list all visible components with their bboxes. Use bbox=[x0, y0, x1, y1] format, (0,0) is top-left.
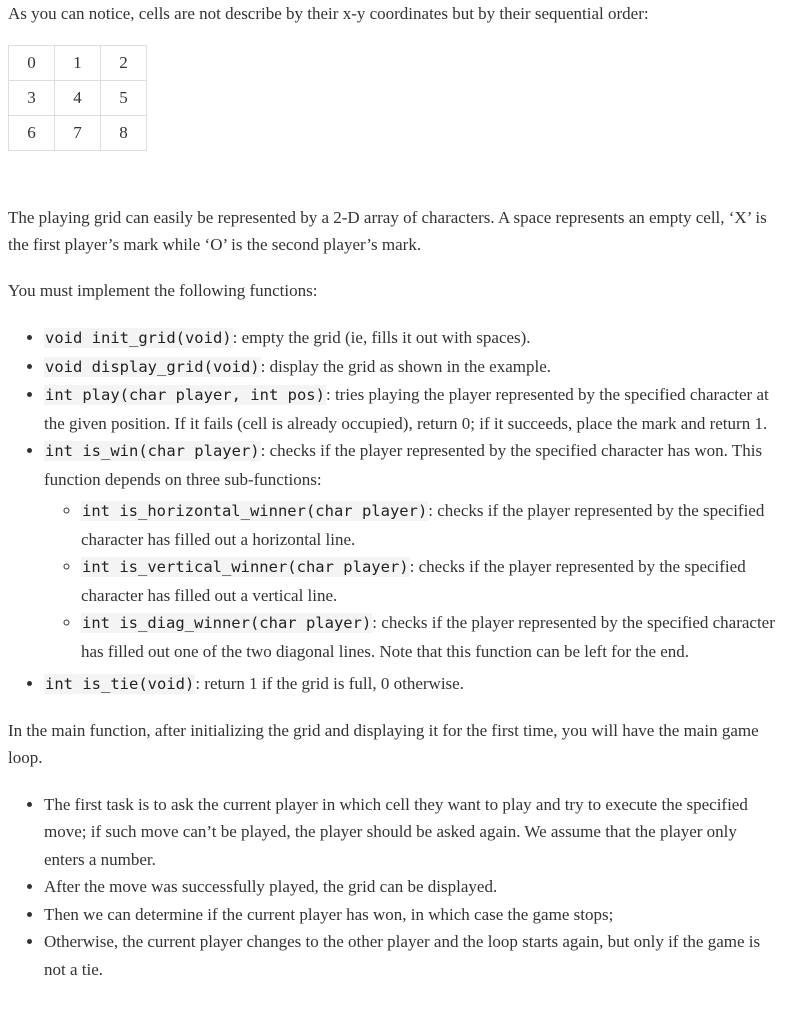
functions-list bbox=[8, 324, 775, 699]
grid-cell: 0 bbox=[9, 45, 55, 80]
function-signature: int play(char player, int pos) bbox=[45, 386, 325, 404]
list-item bbox=[44, 353, 775, 382]
list-item bbox=[81, 553, 775, 609]
grid-cell: 5 bbox=[101, 80, 147, 115]
intro-paragraph: As you can notice, cells are not describe by their x-y coordinates but by their sequential order: bbox=[8, 4, 649, 23]
main-loop-paragraph: In the main function, after initializing the grid and displaying it for the first time, you will have the main game loop. bbox=[8, 720, 759, 767]
grid-cell: 1 bbox=[55, 45, 101, 80]
list-item bbox=[44, 381, 775, 437]
function-description: : tries playing the player represented by the specified character at the given position. If it fails (cell is already occupied), return 0; if it succeeds, place the mark and return 1. bbox=[44, 385, 769, 433]
function-description: : checks if the player represented by the specified character has filled out a vertical line. bbox=[81, 557, 746, 605]
function-description: : return 1 if the grid is full, 0 otherwise. bbox=[195, 674, 464, 693]
function-signature: int is_horizontal_winner(char player) bbox=[82, 502, 428, 520]
functions-intro-paragraph: You must implement the following functions: bbox=[8, 280, 318, 300]
function-description: : display the grid as shown in the example. bbox=[260, 356, 552, 376]
game-loop-steps-list bbox=[8, 791, 775, 984]
function-description: : checks if the player represented by the specified character has filled out a horizontal line. bbox=[81, 501, 765, 549]
cell-order-grid bbox=[8, 45, 147, 151]
grid-cell: 7 bbox=[55, 115, 101, 150]
list-item: • After the move was successfully played, the grid can be displayed. bbox=[44, 873, 775, 901]
function-signature: int is_win(char player) bbox=[45, 442, 260, 460]
subfunctions-list bbox=[44, 497, 775, 665]
function-signature: void display_grid(void) bbox=[45, 357, 260, 376]
list-item bbox=[44, 670, 775, 699]
grid-row bbox=[9, 115, 147, 150]
grid-cell: 2 bbox=[101, 45, 147, 80]
function-signature: int is_diag_winner(char player) bbox=[82, 614, 372, 632]
list-item: • The first task is to ask the current player in which cell they want to play and try to execute the specified move; if such move can’t be played, the player should be asked again. We assume that the player only enters a number. bbox=[44, 791, 775, 874]
function-description: : checks if the player represented by the specified character has filled out one of the two diagonal lines. Note that this function can be left for the end. bbox=[81, 613, 775, 661]
grid-cell: 8 bbox=[101, 115, 147, 150]
list-item bbox=[44, 324, 775, 353]
grid-row bbox=[9, 80, 147, 115]
list-item bbox=[81, 609, 775, 665]
list-item: • Then we can determine if the current player has won, in which case the game stops; bbox=[44, 901, 775, 929]
list-item bbox=[44, 437, 775, 665]
grid-cell: 6 bbox=[9, 115, 55, 150]
grid-cell: 4 bbox=[55, 80, 101, 115]
function-description: : empty the grid (ie, fills it out with spaces). bbox=[232, 328, 531, 347]
grid-description-paragraph: The playing grid can easily be represented by a 2-D array of characters. A space represents an empty cell, ‘X’ is the first player’s mark while ‘O’ is the second player’s mark. bbox=[8, 207, 767, 254]
list-item: • Otherwise, the current player changes to the other player and the loop starts again, but only if the game is not a tie. bbox=[44, 928, 775, 983]
grid-row bbox=[9, 45, 147, 80]
function-signature: int is_vertical_winner(char player) bbox=[82, 558, 409, 576]
list-item bbox=[81, 497, 775, 553]
grid-cell: 3 bbox=[9, 80, 55, 115]
function-signature: int is_tie(void) bbox=[45, 675, 195, 693]
function-signature: void init_grid(void) bbox=[45, 329, 232, 347]
function-description: : checks if the player represented by the specified character has won. This function depends on three sub-functions: bbox=[44, 441, 763, 489]
